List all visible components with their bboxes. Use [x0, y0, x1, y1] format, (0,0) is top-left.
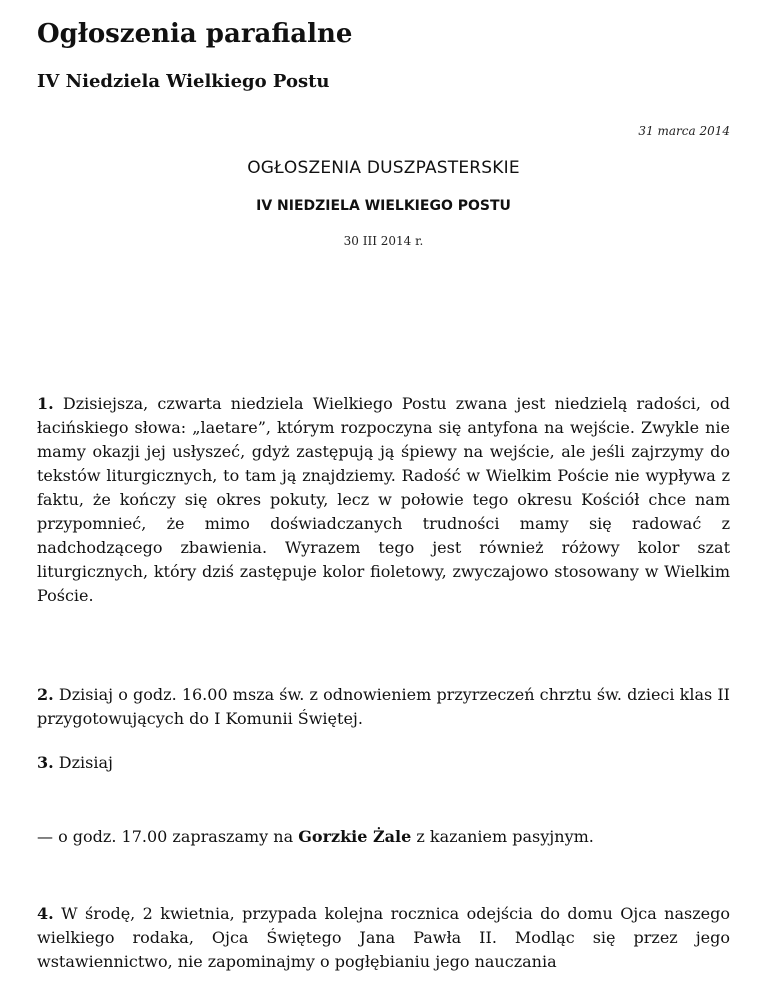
item-text: Dzisiaj: [58, 753, 113, 772]
item-number: 1.: [37, 394, 54, 413]
detail-prefix: — o godz. 17.00 zapraszamy na: [37, 827, 294, 846]
detail-suffix: z kazaniem pasyjnym.: [416, 827, 594, 846]
item-number: 4.: [37, 904, 54, 923]
announcement-subheading: IV NIEDZIELA WIELKIEGO POSTU: [256, 198, 511, 214]
announcement-item-4: [37, 902, 730, 974]
item-text: Dzisiejsza, czwarta niedziela Wielkiego Postu zwana jest niedzielą radości, od łacińskiego słowa: „laetare”, którym rozpoczyna się antyfona na wejście. Zwykle nie mamy okazji jej usłyszeć, gdyż zastępują ją śpiewy na wejście, ale jeśli zajrzymy do tekstów liturgicznych, to tam ją znajdziemy. Radość w Wielkim Poście nie wypływa z faktu, że kończy się okres pokuty, lecz w połowie tego okresu Kościół chce nam przypomnieć, że mimo doświadczanych trudności mamy się radować z nadchodzącego zbawienia. Wyrazem tego jest również różowy kolor szat liturgicznych, który dziś zastępuje kolor fioletowy, zwyczajowo stosowany w Wielkim Poście.: [37, 394, 730, 605]
item-number: 2.: [37, 685, 54, 704]
page-title: Ogłoszenia parafialne: [37, 19, 353, 49]
page-subtitle: IV Niedziela Wielkiego Postu: [37, 71, 330, 92]
announcement-item-2: [37, 683, 730, 731]
announcement-item-3: [37, 751, 730, 775]
announcement-item-1: [37, 392, 730, 608]
announcement-item-3-detail: [37, 825, 730, 849]
item-text: W środę, 2 kwietnia, przypada kolejna rocznica odejścia do domu Ojca naszego wielkiego rodaka, Ojca Świętego Jana Pawła II. Modląc się przez jego wstawiennictwo, nie zapominajmy o pogłębianiu jego nauczania: [37, 904, 731, 971]
item-text: Dzisiaj o godz. 16.00 msza św. z odnowieniem przyrzeczeń chrztu św. dzieci klas II przygotowujących do I Komunii Świętej.: [37, 685, 731, 728]
announcement-date: 30 III 2014 r.: [343, 234, 424, 248]
post-date: 31 marca 2014: [638, 124, 730, 138]
detail-emphasis: Gorzkie Żale: [298, 827, 412, 846]
announcement-heading: OGŁOSZENIA DUSZPASTERSKIE: [247, 158, 520, 178]
item-number: 3.: [37, 753, 54, 772]
